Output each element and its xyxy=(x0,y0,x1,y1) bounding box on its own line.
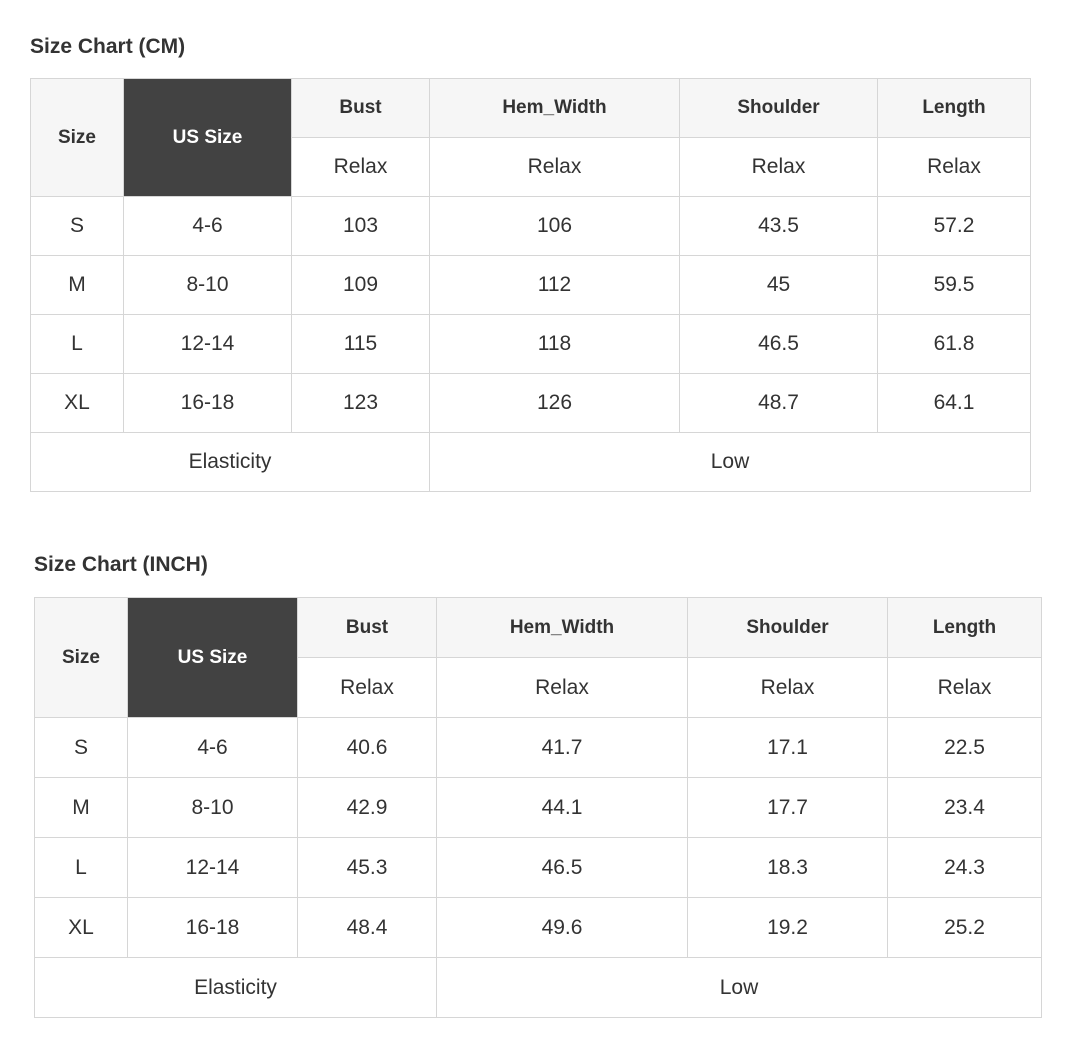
bust-cell: 115 xyxy=(292,315,430,374)
hem-width-cell: 126 xyxy=(430,374,680,433)
bust-cell: 109 xyxy=(292,256,430,315)
table-row xyxy=(31,315,1031,374)
length-cell: 57.2 xyxy=(878,197,1031,256)
bust-cell: 45.3 xyxy=(298,838,437,898)
bust-header: Bust xyxy=(292,79,430,138)
length-cell: 22.5 xyxy=(888,718,1042,778)
shoulder-cell: 17.7 xyxy=(688,778,888,838)
shoulder-cell: 43.5 xyxy=(680,197,878,256)
hem-width-cell: 112 xyxy=(430,256,680,315)
hem-width-cell: 49.6 xyxy=(437,898,688,958)
length-cell: 24.3 xyxy=(888,838,1042,898)
us-size-cell: 12-14 xyxy=(124,315,292,374)
fit-cell: Relax xyxy=(688,658,888,718)
us-size-cell: 4-6 xyxy=(124,197,292,256)
length-cell: 59.5 xyxy=(878,256,1031,315)
length-cell: 64.1 xyxy=(878,374,1031,433)
elasticity-value: Low xyxy=(437,958,1042,1018)
us-size-cell: 8-10 xyxy=(128,778,298,838)
fit-cell: Relax xyxy=(430,138,680,197)
size-cell: XL xyxy=(31,374,124,433)
length-cell: 23.4 xyxy=(888,778,1042,838)
header-row xyxy=(31,79,1031,138)
table-row xyxy=(35,838,1042,898)
table-row xyxy=(35,718,1042,778)
us-size-cell: 4-6 xyxy=(128,718,298,778)
us-size-cell: 12-14 xyxy=(128,838,298,898)
fit-cell: Relax xyxy=(298,658,437,718)
shoulder-cell: 45 xyxy=(680,256,878,315)
length-cell: 25.2 xyxy=(888,898,1042,958)
table-row xyxy=(35,898,1042,958)
elasticity-label: Elasticity xyxy=(31,433,430,492)
size-cell: L xyxy=(31,315,124,374)
hem-width-header: Hem_Width xyxy=(430,79,680,138)
length-header: Length xyxy=(888,598,1042,658)
size-header: Size xyxy=(35,598,128,718)
chart-title: Size Chart (CM) xyxy=(30,35,186,58)
elasticity-value: Low xyxy=(430,433,1031,492)
shoulder-header: Shoulder xyxy=(688,598,888,658)
bust-cell: 123 xyxy=(292,374,430,433)
us-size-cell: 16-18 xyxy=(124,374,292,433)
hem-width-cell: 44.1 xyxy=(437,778,688,838)
fit-cell: Relax xyxy=(680,138,878,197)
bust-cell: 42.9 xyxy=(298,778,437,838)
elasticity-row xyxy=(35,958,1042,1018)
size-cell: M xyxy=(35,778,128,838)
size-cell: S xyxy=(35,718,128,778)
shoulder-cell: 48.7 xyxy=(680,374,878,433)
us-size-cell: 16-18 xyxy=(128,898,298,958)
length-header: Length xyxy=(878,79,1031,138)
size-cell: M xyxy=(31,256,124,315)
hem-width-cell: 46.5 xyxy=(437,838,688,898)
chart-title: Size Chart (INCH) xyxy=(34,553,208,576)
size-table xyxy=(34,597,1042,1018)
size-cell: S xyxy=(31,197,124,256)
hem-width-header: Hem_Width xyxy=(437,598,688,658)
fit-cell: Relax xyxy=(878,138,1031,197)
hem-width-cell: 41.7 xyxy=(437,718,688,778)
size-cell: L xyxy=(35,838,128,898)
size-chart-inch xyxy=(34,552,1042,1018)
us-size-cell: 8-10 xyxy=(124,256,292,315)
bust-cell: 103 xyxy=(292,197,430,256)
fit-cell: Relax xyxy=(888,658,1042,718)
us-size-header: US Size xyxy=(128,598,298,718)
length-cell: 61.8 xyxy=(878,315,1031,374)
elasticity-label: Elasticity xyxy=(35,958,437,1018)
table-row xyxy=(35,778,1042,838)
size-cell: XL xyxy=(35,898,128,958)
header-row xyxy=(35,598,1042,658)
shoulder-cell: 46.5 xyxy=(680,315,878,374)
shoulder-cell: 19.2 xyxy=(688,898,888,958)
fit-cell: Relax xyxy=(292,138,430,197)
shoulder-cell: 18.3 xyxy=(688,838,888,898)
us-size-header: US Size xyxy=(124,79,292,197)
elasticity-row xyxy=(31,433,1031,492)
bust-cell: 48.4 xyxy=(298,898,437,958)
shoulder-cell: 17.1 xyxy=(688,718,888,778)
fit-cell: Relax xyxy=(437,658,688,718)
table-row xyxy=(31,256,1031,315)
shoulder-header: Shoulder xyxy=(680,79,878,138)
size-header: Size xyxy=(31,79,124,197)
hem-width-cell: 118 xyxy=(430,315,680,374)
table-row xyxy=(31,197,1031,256)
size-table xyxy=(30,78,1031,492)
bust-cell: 40.6 xyxy=(298,718,437,778)
size-chart-cm xyxy=(30,34,1031,492)
hem-width-cell: 106 xyxy=(430,197,680,256)
table-row xyxy=(31,374,1031,433)
bust-header: Bust xyxy=(298,598,437,658)
